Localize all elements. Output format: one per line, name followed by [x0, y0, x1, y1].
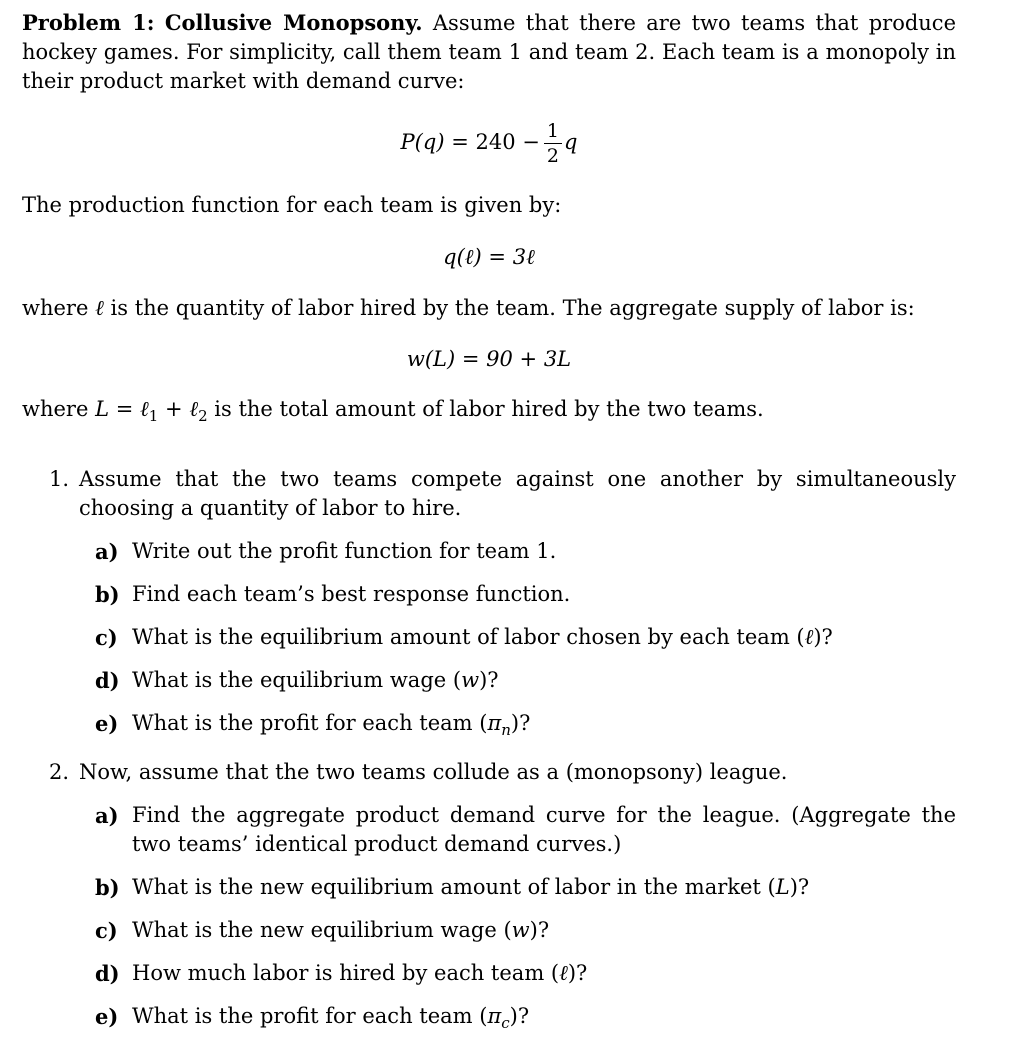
- production-equation: [22, 243, 956, 272]
- sub-question-text-end: )?: [567, 961, 588, 985]
- total-sub1: 1: [148, 407, 159, 425]
- sub-question-text-main: What is the new equilibrium amount of labor in the market (: [132, 875, 776, 899]
- demand-const: 240: [475, 130, 516, 154]
- sub-question-text-main: How much labor is hired by each team (: [132, 961, 560, 985]
- sub-question-text-main: What is the profit for each team (: [132, 711, 488, 735]
- demand-fraction: [544, 120, 562, 167]
- sub-question-label: a): [95, 803, 119, 828]
- question-1: [22, 465, 956, 745]
- production-lhs: q(ℓ): [443, 245, 482, 269]
- sub-question-label: b): [95, 582, 120, 607]
- sub-question-label: e): [95, 1004, 119, 1029]
- labor-intro-var: ℓ: [95, 296, 104, 320]
- sub-question-text-end: )?: [813, 625, 833, 649]
- sub-question-text-end: )?: [509, 1004, 530, 1028]
- problem-title: Collusive Monopsony.: [164, 10, 423, 35]
- sub-question-var: π: [487, 711, 502, 735]
- sub-question: [22, 801, 956, 859]
- question-text: Assume that the two teams compete against one another by simultaneously choosing a quantity of labor to hire.: [79, 467, 956, 520]
- question-text: Now, assume that the two teams collude as a (monopsony) league.: [79, 760, 788, 784]
- sub-question-text-end: )?: [510, 711, 531, 735]
- sub-question-text: [132, 916, 956, 945]
- total-l2: ℓ: [189, 397, 199, 421]
- question-number: 2.: [49, 760, 70, 784]
- sub-question-var: ℓ: [804, 625, 814, 649]
- sub-question-var: L: [775, 875, 790, 899]
- labor-intro-post: is the quantity of labor hired by the team. The aggregate supply of labor is:: [110, 296, 915, 320]
- production-intro: The production function for each team is given by:: [22, 193, 562, 217]
- sub-question: [22, 580, 956, 609]
- total-post: is the total amount of labor hired by the two teams.: [214, 397, 764, 421]
- sub-question-text: Find the aggregate product demand curve for the league. (Aggregate the two teams’ identical product demand curves.): [132, 803, 956, 856]
- demand-minus: −: [522, 130, 540, 154]
- sub-question-text-end: )?: [529, 918, 550, 942]
- sub-question-label: a): [95, 539, 119, 564]
- sub-question-subscript: n: [501, 721, 511, 739]
- sub-question: [22, 537, 956, 566]
- labor-supply-rhs: 90 + 3L: [486, 347, 572, 371]
- sub-question-text-end: )?: [479, 668, 499, 692]
- demand-equation: [22, 115, 956, 169]
- total-pre: where: [22, 397, 89, 421]
- sub-question-var: w: [511, 918, 530, 942]
- sub-question-var: π: [487, 1004, 502, 1028]
- fraction-numerator: 1: [544, 120, 562, 144]
- question-number: 1.: [49, 467, 70, 491]
- sub-question: [22, 959, 956, 988]
- problem-heading: Problem 1:: [22, 10, 155, 35]
- sub-question: [22, 1002, 956, 1038]
- total-plus: +: [165, 397, 183, 421]
- sub-question-text: [132, 623, 956, 652]
- sub-question-text-main: What is the equilibrium wage (: [132, 668, 462, 692]
- sub-question-text-main: What is the equilibrium amount of labor chosen by each team (: [132, 625, 805, 649]
- labor-supply-equals: =: [461, 347, 480, 371]
- sub-question-subscript: c: [501, 1014, 510, 1032]
- demand-lhs: P(q): [400, 130, 445, 154]
- sub-question-label: b): [95, 875, 120, 900]
- sub-question: [22, 916, 956, 945]
- problem-page: [22, 8, 956, 1038]
- sub-question-text: Write out the profit function for team 1.: [132, 539, 557, 563]
- sub-question-text: [132, 959, 956, 988]
- sub-question-text: [132, 709, 956, 745]
- labor-supply-equation: [22, 345, 956, 374]
- sub-question-var: ℓ: [559, 961, 568, 985]
- sub-question-text-main: What is the new equilibrium wage (: [132, 918, 512, 942]
- demand-var: q: [563, 130, 578, 154]
- sub-question-label: c): [95, 918, 118, 943]
- sub-question-label: c): [95, 625, 118, 650]
- sub-question: [22, 709, 956, 745]
- sub-question: [22, 623, 956, 652]
- problem-intro: [22, 8, 956, 96]
- sub-question-text: [132, 873, 956, 902]
- sub-question-text: Find each team’s best response function.: [132, 582, 571, 606]
- sub-question-text-end: )?: [789, 875, 810, 899]
- problem-intro-text: Assume that there are two teams that produce hockey games. For simplicity, call them team 1 and team 2. Each team is a monopoly in their product market with demand curve:: [22, 11, 956, 93]
- sub-question: [22, 873, 956, 902]
- total-L: L: [95, 397, 110, 421]
- total-l1: ℓ: [140, 397, 149, 421]
- total-sub2: 2: [198, 407, 208, 425]
- sub-question-label: e): [95, 711, 119, 736]
- sub-question-label: d): [95, 668, 120, 693]
- sub-question: [22, 666, 956, 695]
- sub-question-text-main: What is the profit for each team (: [132, 1004, 488, 1028]
- question-2: [22, 758, 956, 1038]
- sub-question-var: w: [461, 668, 480, 692]
- fraction-denominator: 2: [546, 145, 559, 167]
- labor-supply-lhs: w(L): [406, 347, 456, 371]
- sub-question-text: [132, 666, 956, 695]
- labor-intro: [22, 294, 956, 323]
- production-equals: =: [488, 245, 507, 269]
- sub-question-label: d): [95, 961, 120, 986]
- demand-equals: =: [451, 130, 469, 154]
- sub-question-text: [132, 1002, 956, 1038]
- labor-intro-pre: where: [22, 296, 89, 320]
- total-labor-definition: [22, 395, 956, 431]
- total-eq: =: [115, 397, 134, 421]
- production-rhs: 3ℓ: [512, 245, 535, 269]
